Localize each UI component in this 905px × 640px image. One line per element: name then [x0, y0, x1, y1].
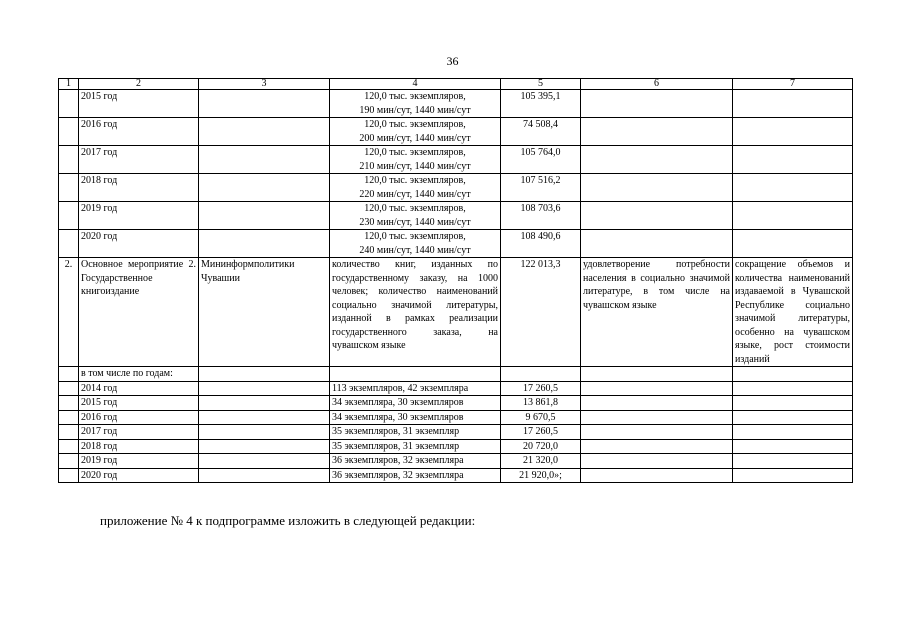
result-cell	[581, 396, 733, 411]
indicator-cell	[330, 202, 501, 230]
empty-cell	[733, 367, 853, 382]
executor-cell	[199, 90, 330, 118]
funding-value-cell: 17 260,5	[501, 425, 581, 440]
result-cell	[581, 454, 733, 469]
result-cell	[581, 174, 733, 202]
table-row	[59, 396, 853, 411]
row-number-cell	[59, 230, 79, 258]
measure-row	[59, 258, 853, 367]
consequence-cell	[733, 454, 853, 469]
row-number-cell	[59, 381, 79, 396]
subtotal-label: в том числе по годам:	[79, 367, 199, 382]
table-body	[59, 79, 853, 483]
indicator-line: 240 мин/сут, 1440 мин/сут	[359, 244, 471, 256]
column-number-row	[59, 79, 853, 90]
indicator-line: 220 мин/сут, 1440 мин/сут	[359, 188, 471, 200]
table-row	[59, 202, 853, 230]
row-number-cell	[59, 146, 79, 174]
empty-cell	[199, 367, 330, 382]
indicator-cell	[330, 90, 501, 118]
row-number-cell	[59, 174, 79, 202]
column-number: 4	[330, 79, 501, 90]
measure-indicator-cell: количество книг, изданных по государственному заказу, на 1000 человек; количество наименований социально значимой литературы, изданной в рамках реализации государственного заказа, на чувашском языке	[330, 258, 501, 367]
program-table	[58, 78, 853, 483]
table-row	[59, 118, 853, 146]
consequence-cell	[733, 146, 853, 174]
row-number-cell	[59, 367, 79, 382]
consequence-cell	[733, 174, 853, 202]
executor-cell	[199, 468, 330, 483]
executor-cell	[199, 410, 330, 425]
year-cell: 2015 год	[79, 90, 199, 118]
table-row	[59, 454, 853, 469]
empty-cell	[581, 367, 733, 382]
funding-value-cell: 107 516,2	[501, 174, 581, 202]
result-cell	[581, 90, 733, 118]
row-number-cell	[59, 396, 79, 411]
year-cell: 2019 год	[79, 454, 199, 469]
indicator-line: 210 мин/сут, 1440 мин/сут	[359, 160, 471, 172]
measure-executor-cell: Мининформполитики Чувашии	[199, 258, 330, 367]
indicator-line: 120,0 тыс. экземпляров,	[364, 175, 466, 186]
result-cell	[581, 439, 733, 454]
consequence-cell	[733, 410, 853, 425]
table-row	[59, 90, 853, 118]
year-cell: 2016 год	[79, 410, 199, 425]
empty-cell	[330, 367, 501, 382]
indicator-cell: 35 экземпляров, 31 экземпляр	[330, 439, 501, 454]
year-cell: 2016 год	[79, 118, 199, 146]
executor-cell	[199, 381, 330, 396]
year-cell: 2014 год	[79, 381, 199, 396]
row-number-cell	[59, 468, 79, 483]
column-number: 5	[501, 79, 581, 90]
funding-value-cell: 17 260,5	[501, 381, 581, 396]
indicator-cell: 36 экземпляров, 32 экземпляра	[330, 468, 501, 483]
result-cell	[581, 468, 733, 483]
column-number: 1	[59, 79, 79, 90]
funding-value-cell: 108 490,6	[501, 230, 581, 258]
executor-cell	[199, 146, 330, 174]
measure-funding-cell: 122 013,3	[501, 258, 581, 367]
indicator-cell: 35 экземпляров, 31 экземпляр	[330, 425, 501, 440]
consequence-cell	[733, 230, 853, 258]
result-cell	[581, 146, 733, 174]
table-row	[59, 146, 853, 174]
indicator-cell: 34 экземпляра, 30 экземпляров	[330, 410, 501, 425]
table-row	[59, 381, 853, 396]
indicator-cell	[330, 174, 501, 202]
funding-value-cell: 108 703,6	[501, 202, 581, 230]
executor-cell	[199, 202, 330, 230]
funding-value-cell: 105 395,1	[501, 90, 581, 118]
table-row	[59, 468, 853, 483]
result-cell	[581, 410, 733, 425]
result-cell	[581, 381, 733, 396]
indicator-line: 120,0 тыс. экземпляров,	[364, 119, 466, 130]
executor-cell	[199, 174, 330, 202]
funding-value-cell: 74 508,4	[501, 118, 581, 146]
funding-value-cell: 13 861,8	[501, 396, 581, 411]
measure-number-cell: 2.	[59, 258, 79, 367]
measure-result-cell: удовлетворение потребности населения в социально значимой литературе, в том числе на чувашском языке	[581, 258, 733, 367]
table-row	[59, 439, 853, 454]
consequence-cell	[733, 202, 853, 230]
funding-value-cell: 21 320,0	[501, 454, 581, 469]
funding-value-cell: 20 720,0	[501, 439, 581, 454]
result-cell	[581, 202, 733, 230]
row-number-cell	[59, 118, 79, 146]
empty-cell	[501, 367, 581, 382]
indicator-cell: 36 экземпляров, 32 экземпляра	[330, 454, 501, 469]
indicator-line: 120,0 тыс. экземпляров,	[364, 231, 466, 242]
year-cell: 2017 год	[79, 425, 199, 440]
indicator-cell: 34 экземпляра, 30 экземпляров	[330, 396, 501, 411]
result-cell	[581, 230, 733, 258]
indicator-cell	[330, 118, 501, 146]
table-row	[59, 230, 853, 258]
measure-name-cell: Основное мероприятие 2. Государственное книгоиздание	[79, 258, 199, 367]
indicator-cell	[330, 146, 501, 174]
result-cell	[581, 425, 733, 440]
column-number: 2	[79, 79, 199, 90]
funding-value-cell: 9 670,5	[501, 410, 581, 425]
column-number: 3	[199, 79, 330, 90]
executor-cell	[199, 118, 330, 146]
subtotal-row	[59, 367, 853, 382]
executor-cell	[199, 454, 330, 469]
result-cell	[581, 118, 733, 146]
year-cell: 2015 год	[79, 396, 199, 411]
year-cell: 2018 год	[79, 174, 199, 202]
consequence-cell	[733, 381, 853, 396]
table-row	[59, 174, 853, 202]
indicator-line: 120,0 тыс. экземпляров,	[364, 147, 466, 158]
column-number: 6	[581, 79, 733, 90]
executor-cell	[199, 396, 330, 411]
table-row	[59, 410, 853, 425]
row-number-cell	[59, 410, 79, 425]
table-row	[59, 425, 853, 440]
year-cell: 2020 год	[79, 468, 199, 483]
year-cell: 2019 год	[79, 202, 199, 230]
row-number-cell	[59, 425, 79, 440]
consequence-cell	[733, 118, 853, 146]
consequence-cell	[733, 425, 853, 440]
executor-cell	[199, 425, 330, 440]
consequence-cell	[733, 439, 853, 454]
row-number-cell	[59, 90, 79, 118]
row-number-cell	[59, 202, 79, 230]
year-cell: 2020 год	[79, 230, 199, 258]
funding-value-cell: 105 764,0	[501, 146, 581, 174]
funding-value-cell: 21 920,0»;	[501, 468, 581, 483]
column-number: 7	[733, 79, 853, 90]
consequence-cell	[733, 396, 853, 411]
indicator-line: 230 мин/сут, 1440 мин/сут	[359, 216, 471, 228]
indicator-line: 200 мин/сут, 1440 мин/сут	[359, 132, 471, 144]
row-number-cell	[59, 454, 79, 469]
row-number-cell	[59, 439, 79, 454]
executor-cell	[199, 439, 330, 454]
indicator-line: 190 мин/сут, 1440 мин/сут	[359, 104, 471, 116]
indicator-cell	[330, 230, 501, 258]
indicator-line: 120,0 тыс. экземпляров,	[364, 91, 466, 102]
executor-cell	[199, 230, 330, 258]
consequence-cell	[733, 90, 853, 118]
measure-consequence-cell: сокращение объемов и количества наименований издаваемой в Чувашской Республике социально значимой литературы, особенно на чувашском языке, рост стоимости изданий	[733, 258, 853, 367]
consequence-cell	[733, 468, 853, 483]
bottom-paragraph: приложение № 4 к подпрограмме изложить в следующей редакции:	[100, 513, 476, 528]
indicator-line: 120,0 тыс. экземпляров,	[364, 203, 466, 214]
indicator-cell: 113 экземпляров, 42 экземпляра	[330, 381, 501, 396]
page-number: 36	[446, 54, 459, 68]
year-cell: 2018 год	[79, 439, 199, 454]
year-cell: 2017 год	[79, 146, 199, 174]
